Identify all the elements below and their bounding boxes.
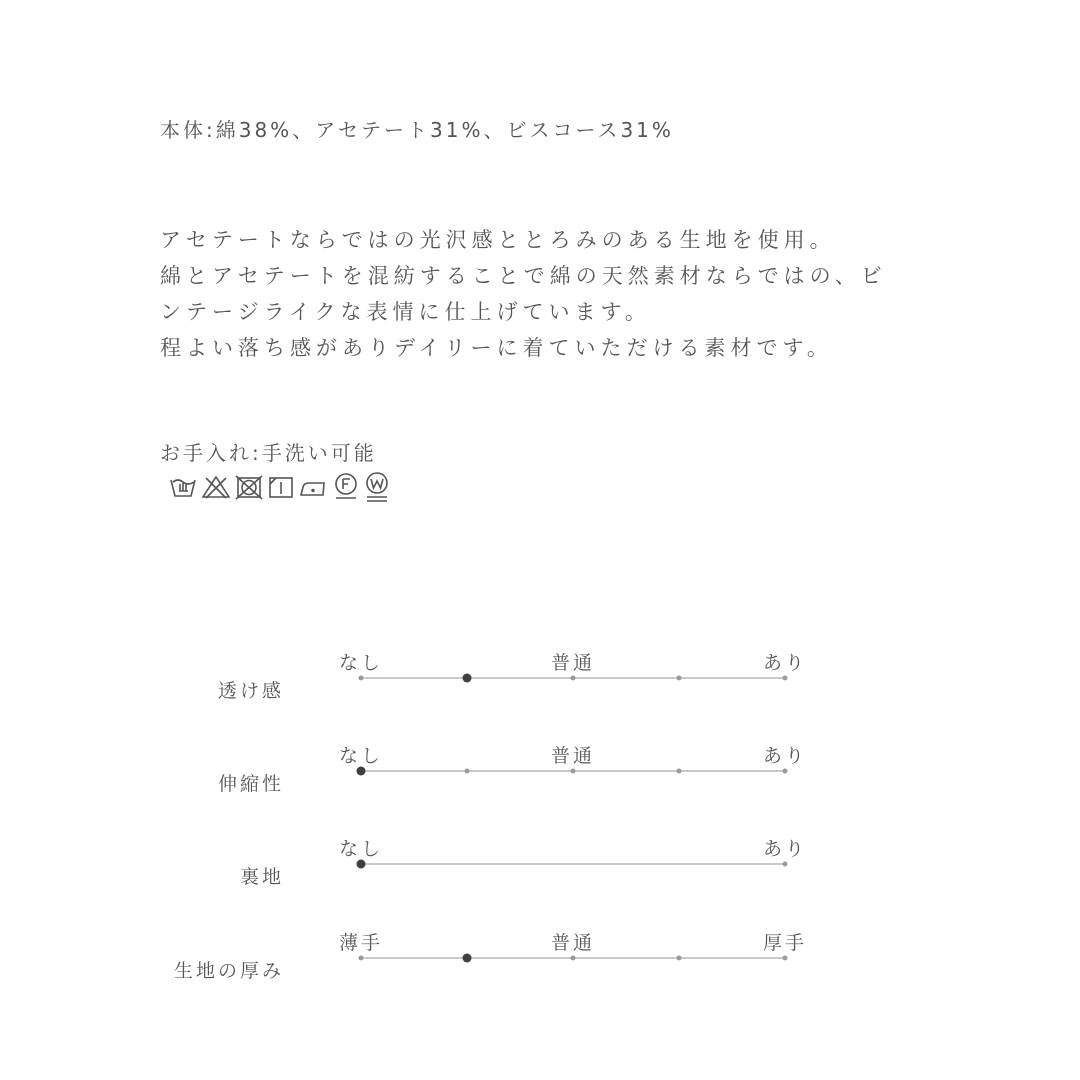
scale-track [361, 863, 785, 865]
scale-max-label: あり [762, 745, 808, 767]
scale-min-label: なし [338, 652, 384, 674]
scale-marker [357, 860, 366, 869]
hand-wash-icon [171, 480, 195, 496]
scale-tick [571, 676, 576, 681]
scale-tick [359, 956, 364, 961]
scale-tick [783, 956, 788, 961]
scale-tick [359, 676, 364, 681]
care-instructions: お手入れ:手洗い可能 [160, 441, 377, 465]
scale-tick [783, 676, 788, 681]
scale-tick [677, 956, 682, 961]
scale-mid-label: 普通 [550, 932, 596, 954]
no-tumble-dry-icon [236, 476, 262, 499]
scale-tick [677, 769, 682, 774]
fabric-description [160, 222, 887, 366]
scale-tick [571, 956, 576, 961]
spec-label: 裏地 [239, 866, 284, 888]
care-symbols [168, 470, 398, 504]
scale-max-label: 厚手 [762, 932, 808, 954]
scale-marker [463, 954, 472, 963]
wet-clean-w-icon [367, 473, 387, 501]
dry-clean-f-icon [336, 474, 356, 498]
scale-marker [357, 767, 366, 776]
spec-label: 伸縮性 [217, 773, 284, 795]
scale-marker [463, 674, 472, 683]
scale-mid-label: 普通 [550, 652, 596, 674]
spec-label: 生地の厚み [173, 960, 284, 982]
description-line: 綿とアセテートを混紡することで綿の天然素材ならではの、ビ [160, 264, 887, 288]
description-line: アセテートならではの光沢感ととろみのある生地を使用。 [160, 228, 836, 252]
description-line: 程よい落ち感がありデイリーに着ていただける素材です。 [160, 336, 833, 360]
scale-max-label: あり [762, 838, 808, 860]
scale-tick [783, 862, 788, 867]
scale-min-label: 薄手 [338, 932, 384, 954]
scale-tick [571, 769, 576, 774]
scale-tick [783, 769, 788, 774]
scale-tick [465, 769, 470, 774]
iron-low-icon [301, 483, 324, 495]
no-bleach-icon [203, 477, 229, 498]
scale-min-label: なし [338, 745, 384, 767]
scale-mid-label: 普通 [550, 745, 596, 767]
scale-max-label: あり [762, 652, 808, 674]
line-dry-shade-icon [270, 478, 292, 497]
spec-label: 透け感 [217, 680, 284, 702]
scale-tick [677, 676, 682, 681]
fabric-composition: 本体:綿38%、アセテート31%、ビスコース31% [160, 118, 674, 142]
scale-min-label: なし [338, 838, 384, 860]
description-line: ンテージライクな表情に仕上げています。 [160, 300, 651, 324]
